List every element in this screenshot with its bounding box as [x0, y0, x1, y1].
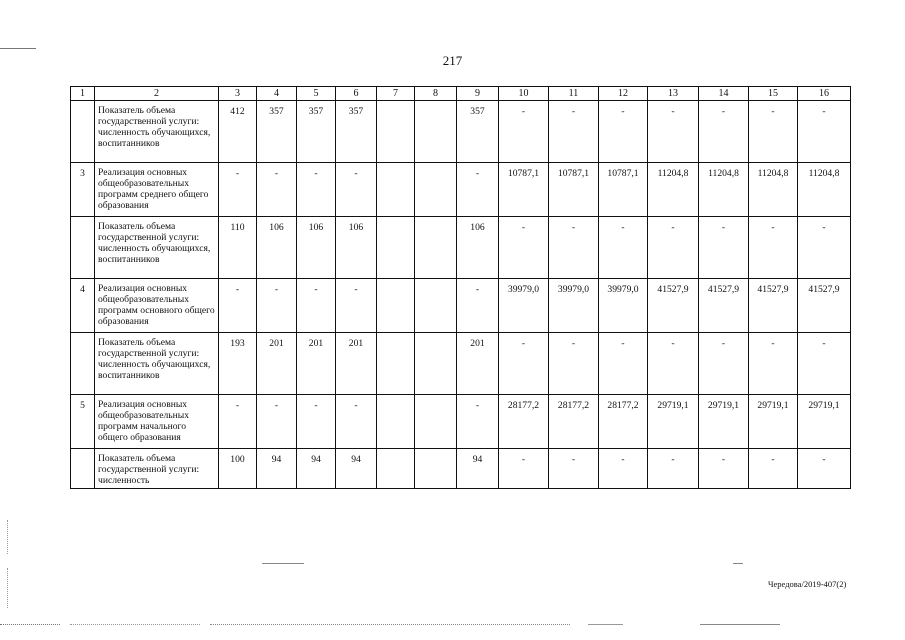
value-cell-col-13: 41527,9 — [648, 279, 699, 333]
value-cell-col-11: - — [549, 449, 599, 489]
value-cell-col-15: 29719,1 — [749, 395, 798, 449]
value-cell-col-5: - — [297, 395, 336, 449]
col-header-13: 13 — [648, 87, 699, 101]
value-cell-col-3: - — [219, 395, 257, 449]
scan-bottom-line — [210, 624, 570, 625]
value-cell-col-15: - — [749, 101, 798, 163]
description-cell: Показатель объема государственной услуги: численность — [95, 449, 219, 489]
value-cell-col-14: - — [699, 449, 749, 489]
value-cell-col-4: - — [257, 163, 297, 217]
table-row — [71, 101, 851, 163]
value-cell-col-6: - — [336, 395, 377, 449]
value-cell-col-16: 11204,8 — [798, 163, 851, 217]
value-cell-col-11: - — [549, 217, 599, 279]
value-cell-col-3: - — [219, 279, 257, 333]
col-header-3: 3 — [219, 87, 257, 101]
value-cell-col-8 — [415, 101, 457, 163]
value-cell-col-6: - — [336, 163, 377, 217]
col-header-10: 10 — [499, 87, 549, 101]
value-cell-col-7 — [377, 395, 415, 449]
table-row — [71, 333, 851, 395]
value-cell-col-9: - — [457, 279, 499, 333]
value-cell-col-15: - — [749, 449, 798, 489]
col-header-5: 5 — [297, 87, 336, 101]
value-cell-col-3: 110 — [219, 217, 257, 279]
row-number-cell — [71, 333, 95, 395]
value-cell-col-14: 41527,9 — [699, 279, 749, 333]
row-number-cell: 4 — [71, 279, 95, 333]
value-cell-col-8 — [415, 279, 457, 333]
value-cell-col-8 — [415, 449, 457, 489]
scan-bottom-line — [588, 624, 623, 625]
table-row — [71, 217, 851, 279]
value-cell-col-7 — [377, 279, 415, 333]
value-cell-col-13: - — [648, 333, 699, 395]
value-cell-col-9: 201 — [457, 333, 499, 395]
value-cell-col-9: 357 — [457, 101, 499, 163]
col-header-11: 11 — [549, 87, 599, 101]
value-cell-col-15: 11204,8 — [749, 163, 798, 217]
value-cell-col-16: 29719,1 — [798, 395, 851, 449]
value-cell-col-10: 10787,1 — [499, 163, 549, 217]
value-cell-col-12: - — [599, 217, 648, 279]
value-cell-col-12: 39979,0 — [599, 279, 648, 333]
value-cell-col-9: 94 — [457, 449, 499, 489]
scan-side-mark — [7, 568, 8, 608]
description-cell: Показатель объема государственной услуги: численность обучающихся, воспитанников — [95, 333, 219, 395]
value-cell-col-16: - — [798, 449, 851, 489]
description-cell: Показатель объема государственной услуги: численность обучающихся, воспитанников — [95, 217, 219, 279]
value-cell-col-14: - — [699, 333, 749, 395]
value-cell-col-14: 11204,8 — [699, 163, 749, 217]
value-cell-col-15: - — [749, 333, 798, 395]
row-number-cell: 3 — [71, 163, 95, 217]
value-cell-col-14: - — [699, 217, 749, 279]
value-cell-col-16: - — [798, 217, 851, 279]
value-cell-col-5: - — [297, 279, 336, 333]
value-cell-col-11: - — [549, 333, 599, 395]
value-cell-col-7 — [377, 333, 415, 395]
value-cell-col-13: 29719,1 — [648, 395, 699, 449]
value-cell-col-4: 357 — [257, 101, 297, 163]
value-cell-col-6: 106 — [336, 217, 377, 279]
col-header-4: 4 — [257, 87, 297, 101]
value-cell-col-10: 28177,2 — [499, 395, 549, 449]
value-cell-col-13: - — [648, 449, 699, 489]
page-number: 217 — [442, 53, 463, 68]
value-cell-col-4: 201 — [257, 333, 297, 395]
col-header-16: 16 — [798, 87, 851, 101]
value-cell-col-4: - — [257, 279, 297, 333]
value-cell-col-15: 41527,9 — [749, 279, 798, 333]
table-row — [71, 163, 851, 217]
description-cell: Реализация основных общеобразовательных программ основного общего образования — [95, 279, 219, 333]
value-cell-col-4: - — [257, 395, 297, 449]
value-cell-col-10: 39979,0 — [499, 279, 549, 333]
value-cell-col-3: 100 — [219, 449, 257, 489]
col-header-9: 9 — [457, 87, 499, 101]
row-number-cell — [71, 449, 95, 489]
scan-bottom-line — [700, 624, 780, 625]
col-header-2: 2 — [95, 87, 219, 101]
scan-bottom-line — [70, 624, 200, 625]
value-cell-col-10: - — [499, 333, 549, 395]
value-cell-col-12: - — [599, 333, 648, 395]
row-number-cell — [71, 217, 95, 279]
value-cell-col-5: 357 — [297, 101, 336, 163]
table-row — [71, 395, 851, 449]
value-cell-col-6: 201 — [336, 333, 377, 395]
col-header-1: 1 — [71, 87, 95, 101]
value-cell-col-7 — [377, 449, 415, 489]
value-cell-col-5: 201 — [297, 333, 336, 395]
value-cell-col-10: - — [499, 449, 549, 489]
value-cell-col-13: - — [648, 101, 699, 163]
description-cell: Реализация основных общеобразовательных программ среднего общего образования — [95, 163, 219, 217]
value-cell-col-4: 106 — [257, 217, 297, 279]
value-cell-col-13: 11204,8 — [648, 163, 699, 217]
value-cell-col-7 — [377, 163, 415, 217]
document-code: Чередова/2019-407(2) — [768, 579, 847, 589]
row-number-cell — [71, 101, 95, 163]
value-cell-col-11: 10787,1 — [549, 163, 599, 217]
value-cell-col-14: - — [699, 101, 749, 163]
budget-table — [70, 86, 851, 489]
column-number-row — [71, 87, 851, 101]
description-cell: Реализация основных общеобразовательных программ начального общего образования — [95, 395, 219, 449]
scan-top-line — [0, 48, 36, 49]
col-header-8: 8 — [415, 87, 457, 101]
value-cell-col-9: - — [457, 395, 499, 449]
value-cell-col-16: - — [798, 101, 851, 163]
value-cell-col-9: 106 — [457, 217, 499, 279]
value-cell-col-11: - — [549, 101, 599, 163]
value-cell-col-8 — [415, 217, 457, 279]
scan-line-mark — [733, 563, 743, 564]
value-cell-col-15: - — [749, 217, 798, 279]
value-cell-col-11: 28177,2 — [549, 395, 599, 449]
scan-line-mark — [262, 563, 304, 564]
col-header-6: 6 — [336, 87, 377, 101]
value-cell-col-6: 94 — [336, 449, 377, 489]
value-cell-col-3: 412 — [219, 101, 257, 163]
scan-bottom-line — [0, 624, 60, 625]
value-cell-col-12: 28177,2 — [599, 395, 648, 449]
value-cell-col-5: 106 — [297, 217, 336, 279]
value-cell-col-11: 39979,0 — [549, 279, 599, 333]
value-cell-col-8 — [415, 163, 457, 217]
value-cell-col-10: - — [499, 217, 549, 279]
scan-side-mark — [7, 520, 8, 554]
col-header-14: 14 — [699, 87, 749, 101]
value-cell-col-16: - — [798, 333, 851, 395]
value-cell-col-12: 10787,1 — [599, 163, 648, 217]
value-cell-col-13: - — [648, 217, 699, 279]
value-cell-col-12: - — [599, 449, 648, 489]
value-cell-col-7 — [377, 217, 415, 279]
value-cell-col-8 — [415, 333, 457, 395]
col-header-15: 15 — [749, 87, 798, 101]
value-cell-col-16: 41527,9 — [798, 279, 851, 333]
description-cell: Показатель объема государственной услуги: численность обучающихся, воспитанников — [95, 101, 219, 163]
value-cell-col-3: - — [219, 163, 257, 217]
value-cell-col-3: 193 — [219, 333, 257, 395]
value-cell-col-4: 94 — [257, 449, 297, 489]
value-cell-col-12: - — [599, 101, 648, 163]
value-cell-col-8 — [415, 395, 457, 449]
row-number-cell: 5 — [71, 395, 95, 449]
value-cell-col-10: - — [499, 101, 549, 163]
value-cell-col-9: - — [457, 163, 499, 217]
table-row — [71, 279, 851, 333]
value-cell-col-7 — [377, 101, 415, 163]
table-row — [71, 449, 851, 489]
value-cell-col-5: - — [297, 163, 336, 217]
col-header-12: 12 — [599, 87, 648, 101]
value-cell-col-6: - — [336, 279, 377, 333]
col-header-7: 7 — [377, 87, 415, 101]
value-cell-col-14: 29719,1 — [699, 395, 749, 449]
value-cell-col-6: 357 — [336, 101, 377, 163]
value-cell-col-5: 94 — [297, 449, 336, 489]
